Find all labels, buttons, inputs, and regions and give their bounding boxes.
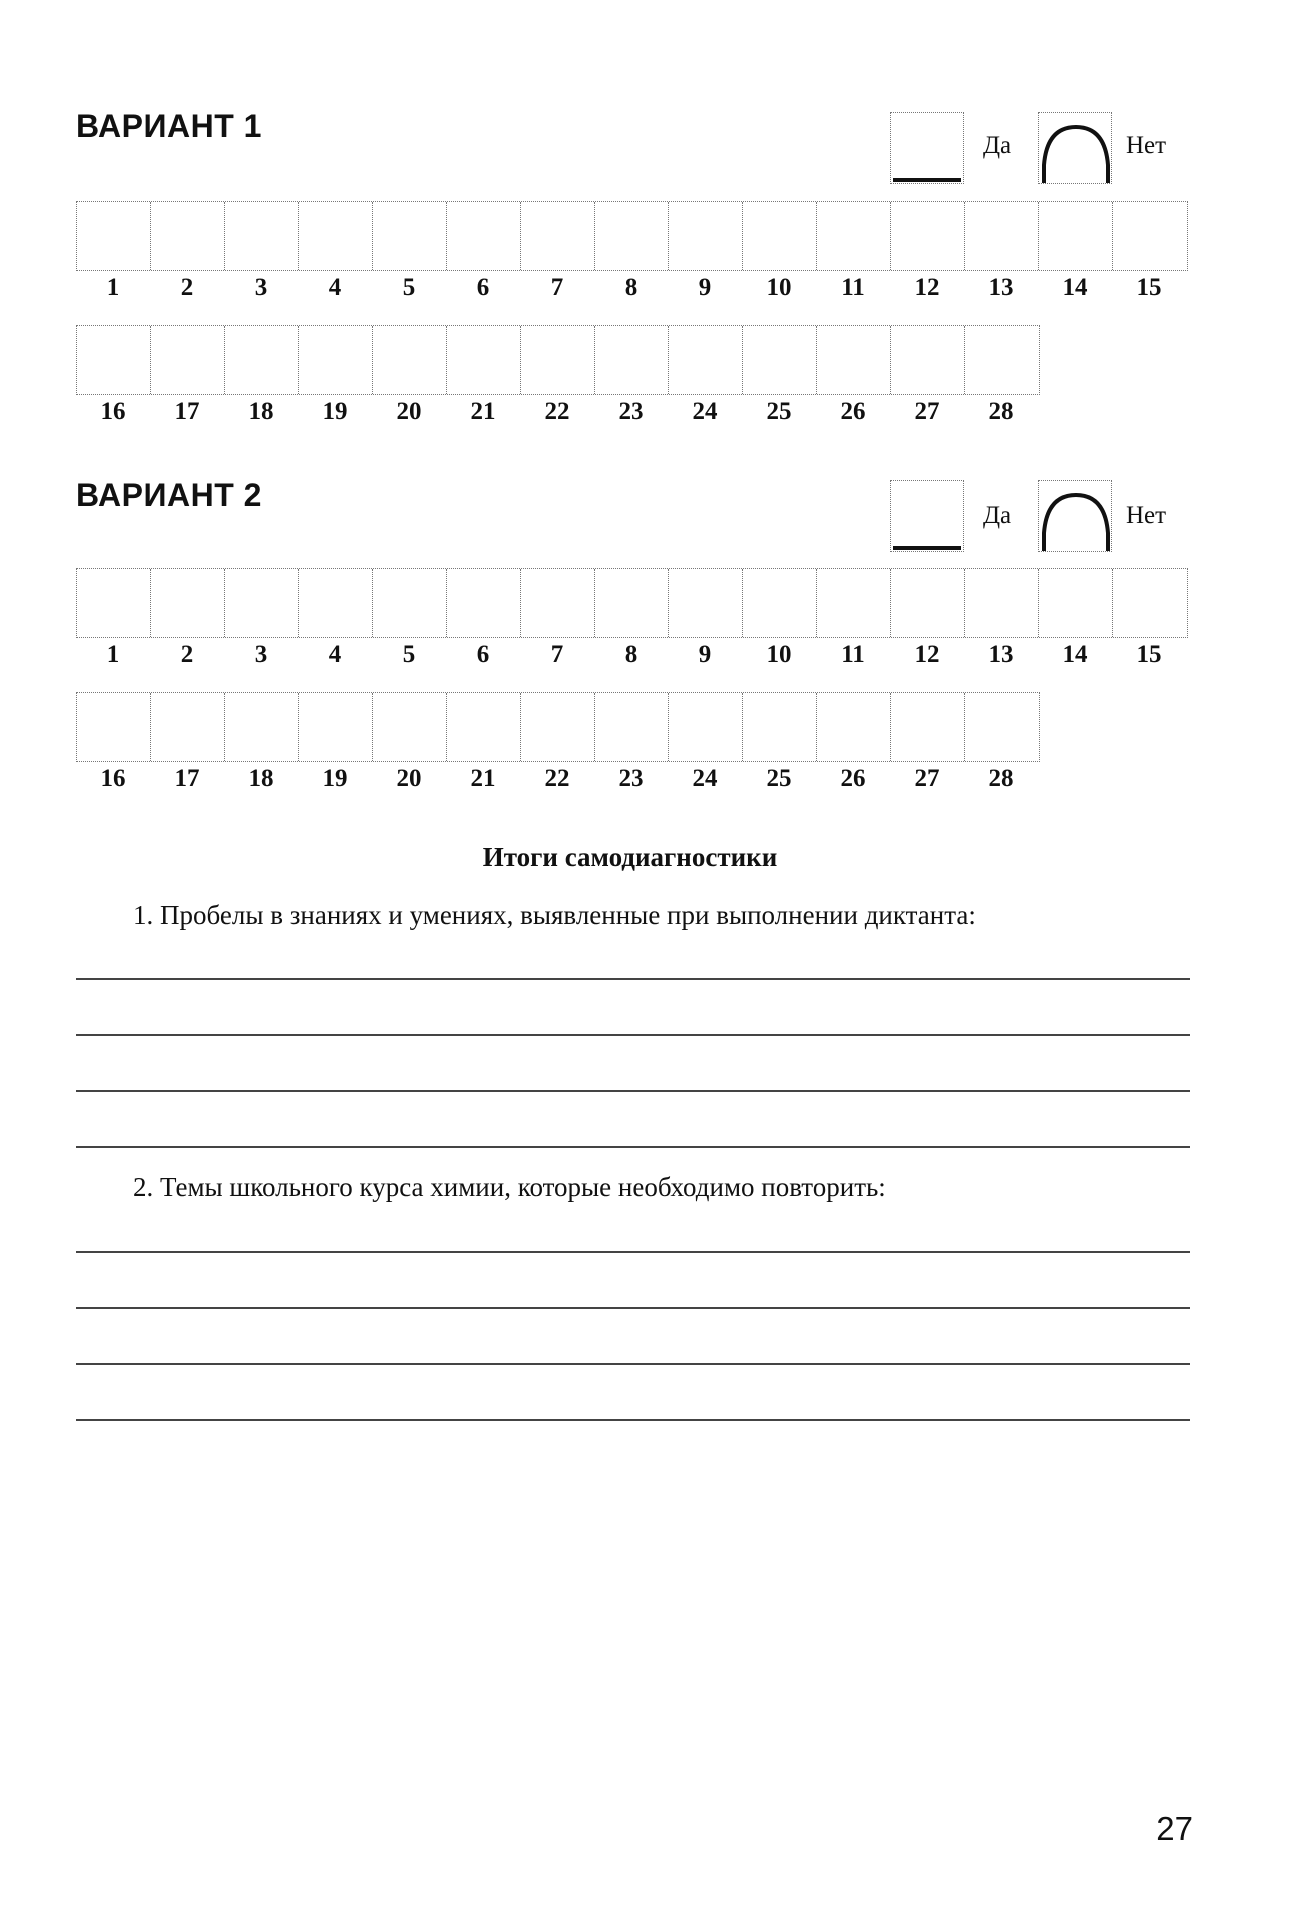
question-number: 9 [698, 641, 712, 668]
legend-yes-label: Да [983, 502, 1012, 529]
answer-cell[interactable] [891, 202, 965, 270]
question-number: 2 [180, 274, 194, 301]
answer-cell[interactable] [151, 693, 225, 761]
answer-cell[interactable] [521, 202, 595, 270]
legend-yes-box [890, 112, 964, 184]
answer-cell[interactable] [373, 693, 447, 761]
answer-cell[interactable] [77, 326, 151, 394]
question-number: 1 [106, 641, 120, 668]
question-number: 6 [476, 274, 490, 301]
legend-no-box [1038, 480, 1112, 552]
answer-cell[interactable] [225, 202, 299, 270]
answer-line[interactable] [76, 1146, 1190, 1148]
yes-mark-line [893, 546, 961, 550]
question-number: 14 [1062, 641, 1088, 668]
answer-cell[interactable] [891, 326, 965, 394]
question-number: 4 [328, 641, 342, 668]
answer-cell[interactable] [1113, 202, 1187, 270]
question-number: 13 [988, 274, 1014, 301]
number-row-1 [76, 641, 1186, 669]
answer-cell[interactable] [373, 569, 447, 637]
answer-cell[interactable] [447, 326, 521, 394]
answer-cell[interactable] [1039, 569, 1113, 637]
variant-1-title: ВАРИАНТ 1 [76, 108, 262, 144]
question-number: 13 [988, 641, 1014, 668]
question-number: 25 [766, 398, 792, 425]
question-number: 7 [550, 274, 564, 301]
legend-yes-label: Да [983, 132, 1012, 159]
answer-cell[interactable] [151, 569, 225, 637]
answer-cell[interactable] [743, 569, 817, 637]
answer-line[interactable] [76, 1419, 1190, 1421]
answer-cell[interactable] [299, 202, 373, 270]
answer-line[interactable] [76, 1251, 1190, 1253]
answer-cell[interactable] [891, 569, 965, 637]
question-number: 16 [100, 765, 126, 792]
question-number: 21 [470, 398, 496, 425]
number-row-2 [76, 398, 1038, 426]
answer-cell[interactable] [743, 326, 817, 394]
question-number: 1 [106, 274, 120, 301]
results-title: Итоги самодиагностики [482, 842, 778, 872]
question-number: 21 [470, 765, 496, 792]
answer-cell[interactable] [373, 326, 447, 394]
question-number: 24 [692, 398, 718, 425]
question-number: 4 [328, 274, 342, 301]
question-number: 18 [248, 398, 274, 425]
question-1: 1. Пробелы в знаниях и умениях, выявленные при выполнении диктанта: [133, 900, 976, 930]
question-number: 17 [174, 765, 200, 792]
answer-cell[interactable] [965, 326, 1039, 394]
number-row-1 [76, 274, 1186, 302]
answer-cell[interactable] [225, 569, 299, 637]
question-number: 23 [618, 398, 644, 425]
answer-cell[interactable] [151, 326, 225, 394]
legend-yes-box [890, 480, 964, 552]
answer-cell[interactable] [595, 569, 669, 637]
answer-cell[interactable] [595, 326, 669, 394]
arc-mark-icon [1039, 481, 1113, 553]
answer-line[interactable] [76, 978, 1190, 980]
answer-cell[interactable] [965, 202, 1039, 270]
answer-cell[interactable] [77, 569, 151, 637]
question-number: 19 [322, 765, 348, 792]
answer-line[interactable] [76, 1090, 1190, 1092]
question-number: 22 [544, 765, 570, 792]
question-number: 7 [550, 641, 564, 668]
question-number: 28 [988, 398, 1014, 425]
answer-cell[interactable] [77, 693, 151, 761]
answer-grid-row-2 [76, 325, 1040, 395]
question-number: 26 [840, 398, 866, 425]
answer-line[interactable] [76, 1307, 1190, 1309]
answer-cell[interactable] [447, 569, 521, 637]
answer-cell[interactable] [447, 693, 521, 761]
question-number: 14 [1062, 274, 1088, 301]
answer-grid-row-1 [76, 201, 1188, 271]
answer-line[interactable] [76, 1034, 1190, 1036]
answer-cell[interactable] [817, 693, 891, 761]
answer-cell[interactable] [595, 202, 669, 270]
answer-cell[interactable] [151, 202, 225, 270]
answer-cell[interactable] [521, 569, 595, 637]
legend-no-label: Нет [1126, 502, 1167, 529]
answer-cell[interactable] [299, 569, 373, 637]
question-number: 3 [254, 641, 268, 668]
question-number: 27 [914, 765, 940, 792]
question-number: 2 [180, 641, 194, 668]
question-number: 19 [322, 398, 348, 425]
answer-cell[interactable] [77, 202, 151, 270]
answer-cell[interactable] [373, 202, 447, 270]
answer-cell[interactable] [669, 569, 743, 637]
answer-cell[interactable] [595, 693, 669, 761]
question-number: 15 [1136, 641, 1162, 668]
question-number: 27 [914, 398, 940, 425]
answer-cell[interactable] [1039, 202, 1113, 270]
question-number: 24 [692, 765, 718, 792]
variant-2-title: ВАРИАНТ 2 [76, 477, 262, 513]
question-number: 16 [100, 398, 126, 425]
question-number: 26 [840, 765, 866, 792]
question-number: 17 [174, 398, 200, 425]
yes-mark-line [893, 178, 961, 182]
question-number: 3 [254, 274, 268, 301]
answer-cell[interactable] [225, 693, 299, 761]
question-number: 10 [766, 641, 792, 668]
answer-grid-row-1 [76, 568, 1188, 638]
answer-cell[interactable] [299, 693, 373, 761]
answer-cell[interactable] [817, 326, 891, 394]
arc-mark-icon [1039, 113, 1113, 185]
question-number: 18 [248, 765, 274, 792]
answer-cell[interactable] [817, 569, 891, 637]
question-number: 5 [402, 274, 416, 301]
question-number: 12 [914, 641, 940, 668]
question-number: 20 [396, 765, 422, 792]
answer-line[interactable] [76, 1363, 1190, 1365]
question-number: 23 [618, 765, 644, 792]
answer-cell[interactable] [225, 326, 299, 394]
page-number: 27 [1156, 1810, 1193, 1847]
question-number: 15 [1136, 274, 1162, 301]
question-number: 9 [698, 274, 712, 301]
question-number: 5 [402, 641, 416, 668]
legend-no-box [1038, 112, 1112, 184]
question-number: 11 [841, 641, 865, 668]
answer-cell[interactable] [743, 693, 817, 761]
question-number: 22 [544, 398, 570, 425]
number-row-2 [76, 765, 1038, 793]
question-number: 8 [624, 641, 638, 668]
answer-cell[interactable] [669, 202, 743, 270]
answer-cell[interactable] [669, 693, 743, 761]
answer-cell[interactable] [521, 326, 595, 394]
answer-cell[interactable] [891, 693, 965, 761]
question-number: 6 [476, 641, 490, 668]
legend-no-label: Нет [1126, 132, 1167, 159]
question-number: 8 [624, 274, 638, 301]
question-number: 20 [396, 398, 422, 425]
answer-cell[interactable] [817, 202, 891, 270]
question-number: 28 [988, 765, 1014, 792]
answer-cell[interactable] [965, 569, 1039, 637]
question-number: 12 [914, 274, 940, 301]
question-number: 25 [766, 765, 792, 792]
question-2: 2. Темы школьного курса химии, которые необходимо повторить: [133, 1172, 886, 1202]
answer-grid-row-2 [76, 692, 1040, 762]
answer-cell[interactable] [669, 326, 743, 394]
answer-cell[interactable] [299, 326, 373, 394]
question-number: 10 [766, 274, 792, 301]
answer-cell[interactable] [965, 693, 1039, 761]
answer-cell[interactable] [1113, 569, 1187, 637]
question-number: 11 [841, 274, 865, 301]
answer-cell[interactable] [447, 202, 521, 270]
answer-cell[interactable] [521, 693, 595, 761]
answer-cell[interactable] [743, 202, 817, 270]
